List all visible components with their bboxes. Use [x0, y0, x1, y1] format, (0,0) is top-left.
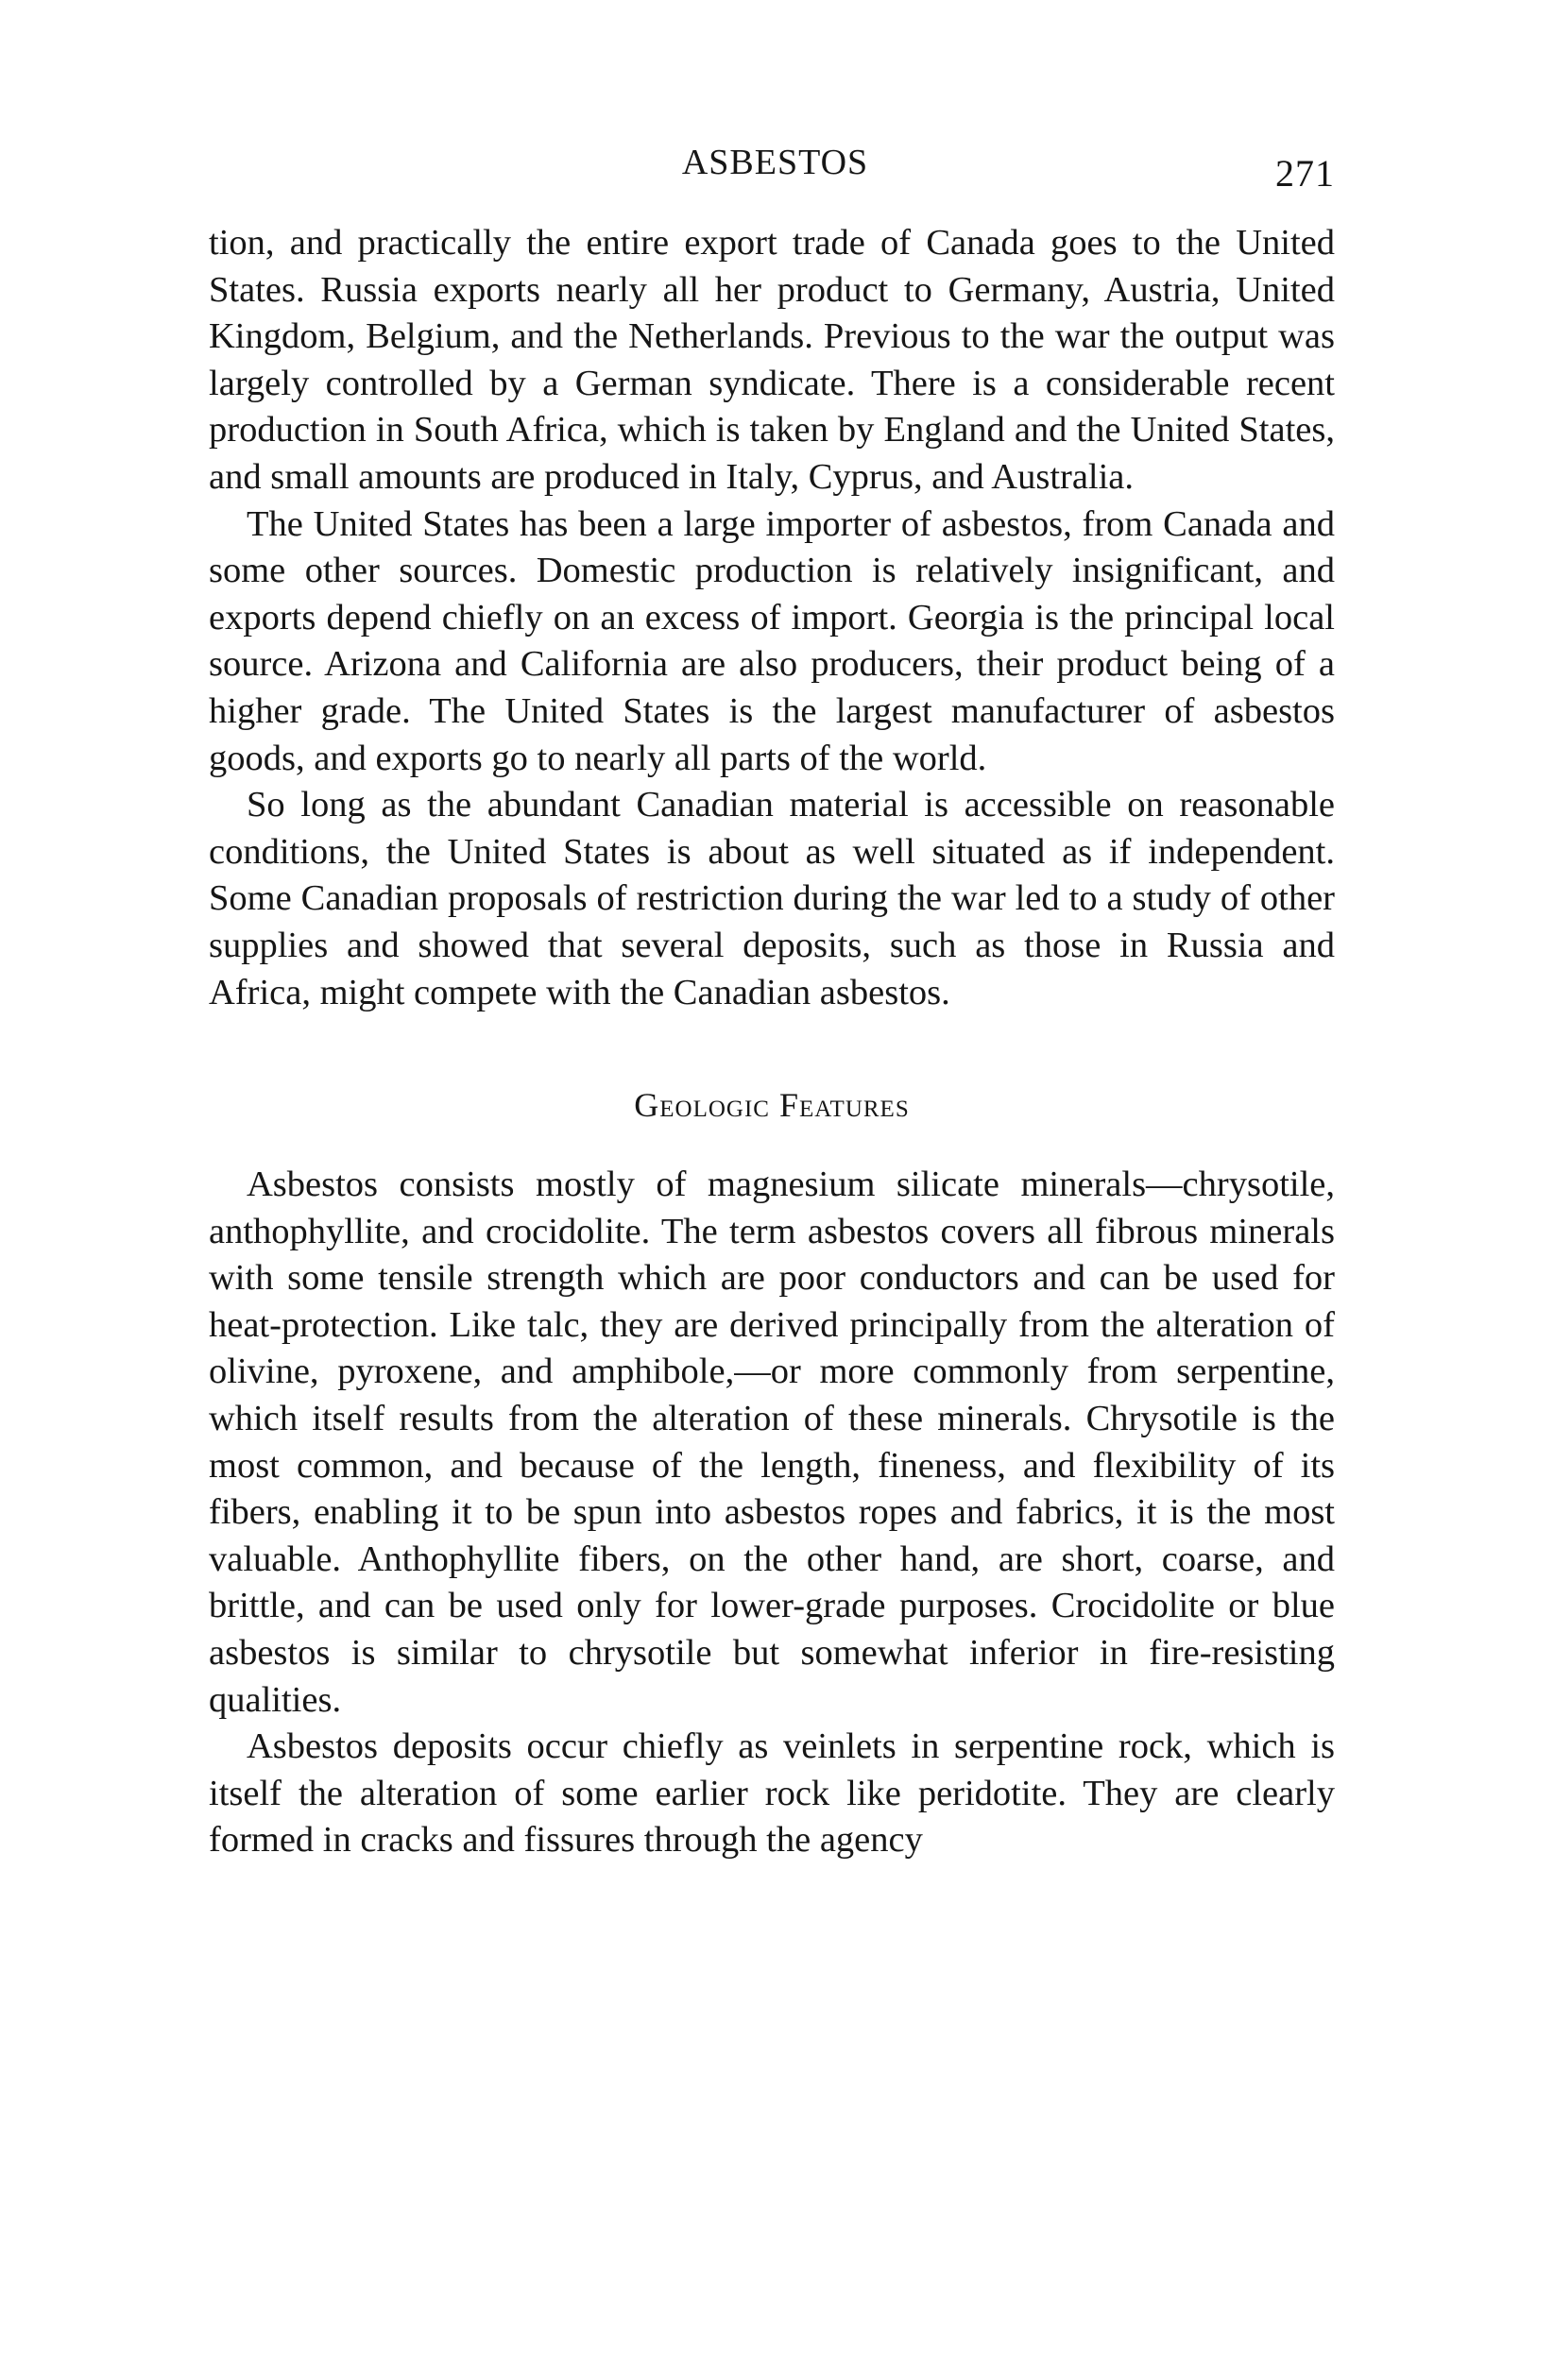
section-heading: Geologic Features — [634, 1086, 910, 1125]
paragraph-canadian-supply: So long as the abundant Canadian material is accessible on reasonable conditions, the United States is about as well situated as if independent. Some Canadian proposals of restriction during the war led to a study of other supplies and showed that several deposits, such as those in Russia and Africa, might compete with the Canadian asbestos. — [209, 785, 1335, 1012]
running-title: ASBESTOS — [681, 143, 869, 182]
paragraph-deposits: Asbestos deposits occur chiefly as veinlets in serpentine rock, which is itself the alteration of some earlier rock like peridotite. They are clearly formed in cracks and fissures through the agency — [209, 1726, 1335, 1861]
paragraph-united-states-imports: The United States has been a large importer of asbestos, from Canada and some other sources. Domestic production is relatively insignificant, and exports depend chiefly on an excess of import. Georgia is the principal local source. Arizona and California are also producers, their product being of a higher grade. The United States is the largest manufacturer of asbestos goods, and exports go to nearly all parts of the world. — [209, 503, 1335, 778]
page-body — [209, 220, 1335, 1864]
paragraph-export-trade: tion, and practically the entire export trade of Canada goes to the United States. Russia exports nearly all her product to Germany, Austria, United Kingdom, Belgium, and the Netherlands. Previous to the war the output was largely controlled by a German syndicate. There is a considerable recent production in South Africa, which is taken by England and the United States, and small amounts are produced in Italy, Cyprus, and Australia. — [209, 223, 1335, 497]
paragraph-minerals: Asbestos consists mostly of magnesium silicate minerals—chrysotile, anthophyllite, and crocidolite. The term asbestos covers all fibrous minerals with some tensile strength which are poor conductors and can be used for heat-protection. Like talc, they are derived principally from the alteration of olivine, pyroxene, and amphibole,—or more commonly from serpentine, which itself results from the alteration of these minerals. Chrysotile is the most common, and because of the length, fineness, and flexibility of its fibers, enabling it to be spun into asbestos ropes and fabrics, it is the most valuable. Anthophyllite fibers, on the other hand, are short, coarse, and brittle, and can be used only for lower-grade purposes. Crocidolite or blue asbestos is similar to chrysotile but somewhat inferior in fire-resisting qualities. — [209, 1164, 1335, 1720]
page-number: 271 — [1275, 152, 1335, 195]
running-head — [215, 142, 1335, 198]
